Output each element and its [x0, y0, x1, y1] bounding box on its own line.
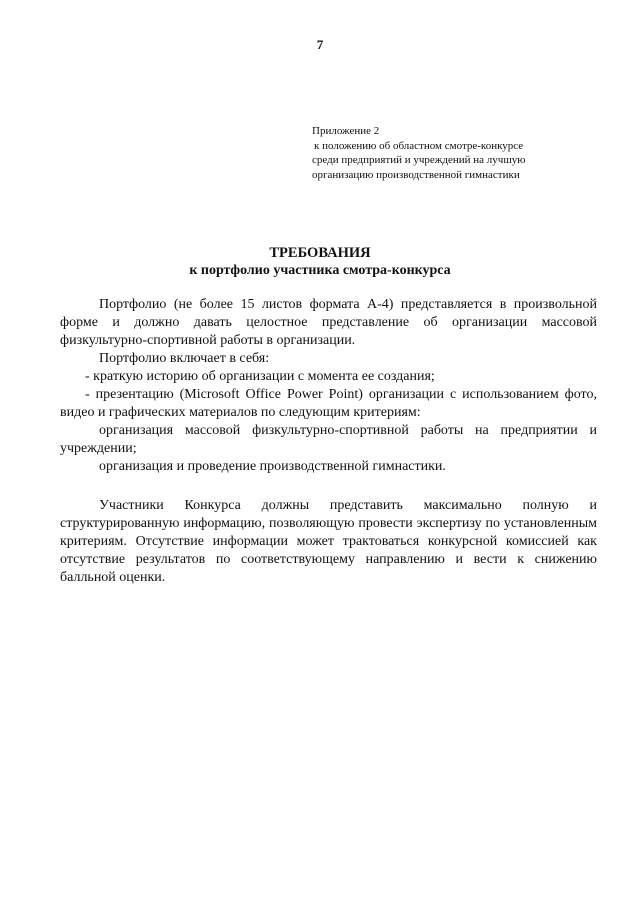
paragraph-portfolio-description: Портфолио (не более 15 листов формата А-4) представляется в произвольной форме и должно давать целостное представление об организации массовой физкультурно-спортивной работы в организации. — [60, 297, 597, 348]
list-item-presentation: - презентацию (Microsoft Office Power Point) организации с использованием фото, видео и графических материалов по следующим критериям: — [60, 387, 597, 420]
list-item-history: - краткую историю об организации с момента ее создания; — [85, 369, 435, 384]
criterion-gymnastics: организация и проведение производственной гимнастики. — [99, 459, 446, 474]
appendix-line-1: Приложение 2 — [312, 125, 380, 137]
appendix-line-3: среди предприятий и учреждений на лучшую — [312, 154, 526, 166]
title-main: ТРЕБОВАНИЯ — [269, 245, 371, 261]
criterion-sports-work: организация массовой физкультурно-спортивной работы на предприятии и учреждении; — [60, 423, 597, 456]
page-number: 7 — [316, 37, 324, 52]
paragraph-portfolio-includes: Портфолио включает в себя: — [99, 351, 270, 366]
appendix-note — [312, 124, 612, 182]
appendix-line-2: к положению об областном смотре-конкурсе — [314, 139, 524, 152]
title-subtitle: к портфолио участника смотра-конкурса — [189, 263, 451, 278]
document-body — [60, 296, 597, 587]
paragraph-participants: Участники Конкурса должны представить максимально полную и структурированную информацию, позволяющую провести экспертизу по установленным критериям. Отсутствие информации может трактоваться конкурсной комиссией как отсутствие результатов по соответствующему направлению и вести к снижению балльной оценки. — [60, 498, 597, 585]
document-title — [0, 245, 640, 279]
appendix-line-4: организацию производственной гимнастики — [312, 168, 520, 181]
